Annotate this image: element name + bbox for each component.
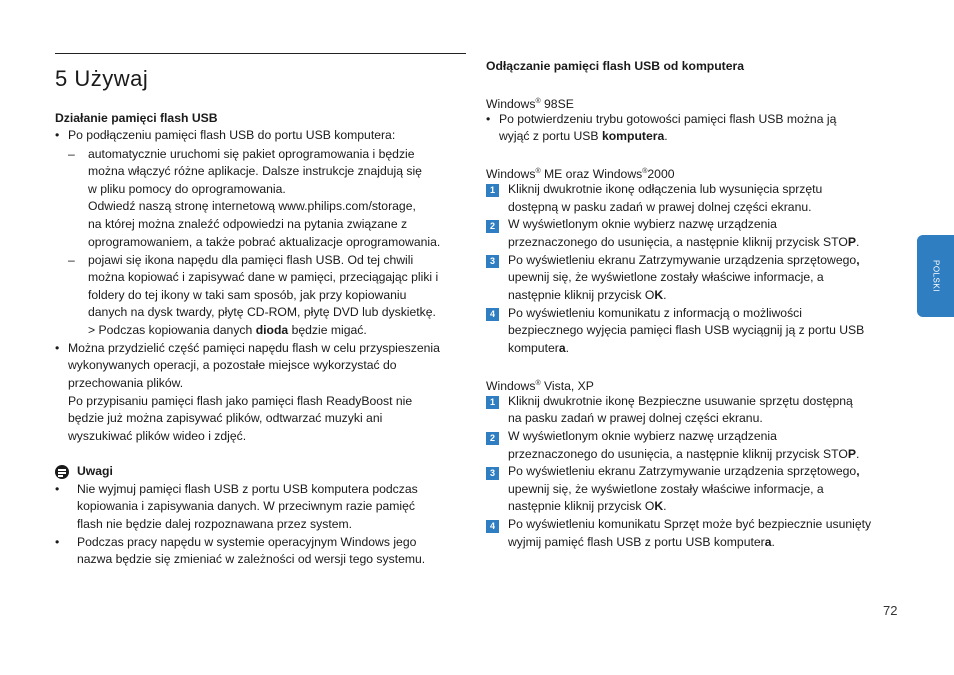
note1-line: Nie wyjmuj pamięci flash USB z portu USB komputera podczas bbox=[77, 482, 418, 496]
step-line: Po wyświetleniu komunikatu z informacją o możliwości bbox=[508, 306, 802, 320]
sub2-line: pojawi się ikona napędu dla pamięci flash USB. Od tej chwili bbox=[88, 253, 414, 267]
sub1-line: Odwiedź naszą stronę internetową www.philips.com/storage, bbox=[88, 199, 416, 213]
section-title-usage: Działanie pamięci flash USB bbox=[55, 111, 218, 125]
step-line: Po wyświetleniu ekranu Zatrzymywanie urządzenia sprzętowego, bbox=[508, 464, 860, 478]
step-number: 4 bbox=[486, 520, 499, 533]
step-line: następnie kliknij przycisk OK. bbox=[508, 288, 667, 302]
os-heading-98se: Windows® 98SE bbox=[486, 97, 574, 112]
dash: – bbox=[68, 147, 75, 161]
step-line: przeznaczonego do usunięcia, a następnie kliknij przycisk STOP. bbox=[508, 235, 860, 249]
step-line: Kliknij dwukrotnie ikonę odłączenia lub wysunięcia sprzętu bbox=[508, 182, 823, 196]
step-line: przeznaczonego do usunięcia, a następnie kliknij przycisk STOP. bbox=[508, 447, 860, 461]
step-line: upewnij się, że wyświetlone zostały właściwe informacje, a bbox=[508, 270, 824, 284]
step-number: 3 bbox=[486, 255, 499, 268]
sub1-line: automatycznie uruchomi się pakiet oprogramowania i będzie bbox=[88, 147, 415, 161]
section-title-disconnect: Odłączanie pamięci flash USB od komputera bbox=[486, 59, 745, 73]
step-number: 1 bbox=[486, 184, 499, 197]
note1-line: flash nie będzie dalej rozpoznawana przez system. bbox=[77, 517, 353, 531]
step-line: Po wyświetleniu komunikatu Sprzęt może być bezpiecznie usunięty bbox=[508, 517, 872, 531]
bullet-dot: • bbox=[55, 482, 60, 496]
sub2-line: danych na dysk twardy, płytę CD-ROM, płytę DVD lub dyskietkę. bbox=[88, 305, 436, 319]
sub2-line-led: > Podczas kopiowania danych dioda będzie migać. bbox=[88, 323, 367, 337]
step-line: Po wyświetleniu ekranu Zatrzymywanie urządzenia sprzętowego, bbox=[508, 253, 860, 267]
language-tab bbox=[917, 235, 954, 317]
sub1-line: można włączyć różne aplikacje. Dalsze instrukcje znajdują się bbox=[88, 164, 422, 178]
bullet-dot: • bbox=[55, 341, 60, 355]
step-line: W wyświetlonym oknie wybierz nazwę urządzenia bbox=[508, 217, 777, 231]
step-line: dostępną w pasku zadań w prawej dolnej części ekranu. bbox=[508, 200, 812, 214]
bullet-dot: • bbox=[55, 128, 60, 142]
bullet2-line: Po przypisaniu pamięci flash jako pamięci flash ReadyBoost nie bbox=[68, 394, 413, 408]
step-number: 4 bbox=[486, 308, 499, 321]
step-number: 2 bbox=[486, 220, 499, 233]
step-number: 3 bbox=[486, 467, 499, 480]
notes-title: Uwagi bbox=[77, 464, 113, 478]
step-line: komputera. bbox=[508, 341, 569, 355]
bullet-dot: • bbox=[486, 112, 491, 126]
step-line: następnie kliknij przycisk OK. bbox=[508, 499, 667, 513]
bullet-dot: • bbox=[55, 535, 60, 549]
step-line: bezpiecznego wyjęcia pamięci flash USB wyciągnij ją z portu USB bbox=[508, 323, 865, 337]
os-heading-me-2000: Windows® ME oraz Windows®2000 bbox=[486, 167, 675, 182]
page-number: 72 bbox=[883, 603, 898, 618]
bullet2-line: wykonywanych operacji, a pozostałe miejsce wykorzystać do bbox=[68, 358, 397, 372]
note2-line: nazwa będzie się zmieniać w zależności od wersji tego systemu. bbox=[77, 552, 426, 566]
bullet2-line: będzie już można zapisywać plików, odtwarzać muzyki ani bbox=[68, 411, 383, 425]
sub1-line: w pliku pomocy do oprogramowania. bbox=[88, 182, 286, 196]
sub1-line: oprogramowaniem, a także pobrać aktualizacje oprogramowania. bbox=[88, 235, 441, 249]
chapter-title: 5 Używaj bbox=[55, 66, 149, 91]
bullet2-line: przechowania plików. bbox=[68, 376, 184, 390]
dash: – bbox=[68, 253, 75, 267]
note-icon bbox=[55, 465, 69, 479]
step-line: Kliknij dwukrotnie ikonę Bezpieczne usuwanie sprzętu dostępną bbox=[508, 394, 853, 408]
step-line: upewnij się, że wyświetlone zostały właściwe informacje, a bbox=[508, 482, 824, 496]
note2-line: Podczas pracy napędu w systemie operacyjnym Windows jego bbox=[77, 535, 417, 549]
step-number: 1 bbox=[486, 396, 499, 409]
bullet2-line: Można przydzielić część pamięci napędu flash w celu przyspieszenia bbox=[68, 341, 440, 355]
chapter-rule bbox=[55, 53, 466, 54]
step-line: W wyświetlonym oknie wybierz nazwę urządzenia bbox=[508, 429, 777, 443]
language-tab-label: POLSKI bbox=[931, 260, 940, 292]
step-line: na pasku zadań w prawej dolnej części ekranu. bbox=[508, 411, 763, 425]
step-number: 2 bbox=[486, 432, 499, 445]
sub1-line: na której można znaleźć odpowiedzi na pytania związane z bbox=[88, 217, 408, 231]
step-line: wyjmij pamięć flash USB z portu USB komputera. bbox=[508, 535, 775, 549]
note1-line: kopiowania i zapisywania danych. W przeciwnym razie pamięć bbox=[77, 499, 416, 513]
bullet2-line: wyszukiwać plików wideo i zdjęć. bbox=[68, 429, 247, 443]
sub2-line: można kopiować i zapisywać dane w pamięci, przeciągając pliki i bbox=[88, 270, 439, 284]
win98-line: wyjąć z portu USB komputera. bbox=[499, 129, 668, 143]
sub2-line: foldery do tej ikony w taki sam sposób, jak przy kopiowaniu bbox=[88, 288, 407, 302]
win98-line: Po potwierdzeniu trybu gotowości pamięci flash USB można ją bbox=[499, 112, 837, 126]
os-heading-vista-xp: Windows® Vista, XP bbox=[486, 379, 594, 394]
bullet-usb-connect: Po podłączeniu pamięci flash USB do portu USB komputera: bbox=[68, 128, 396, 142]
